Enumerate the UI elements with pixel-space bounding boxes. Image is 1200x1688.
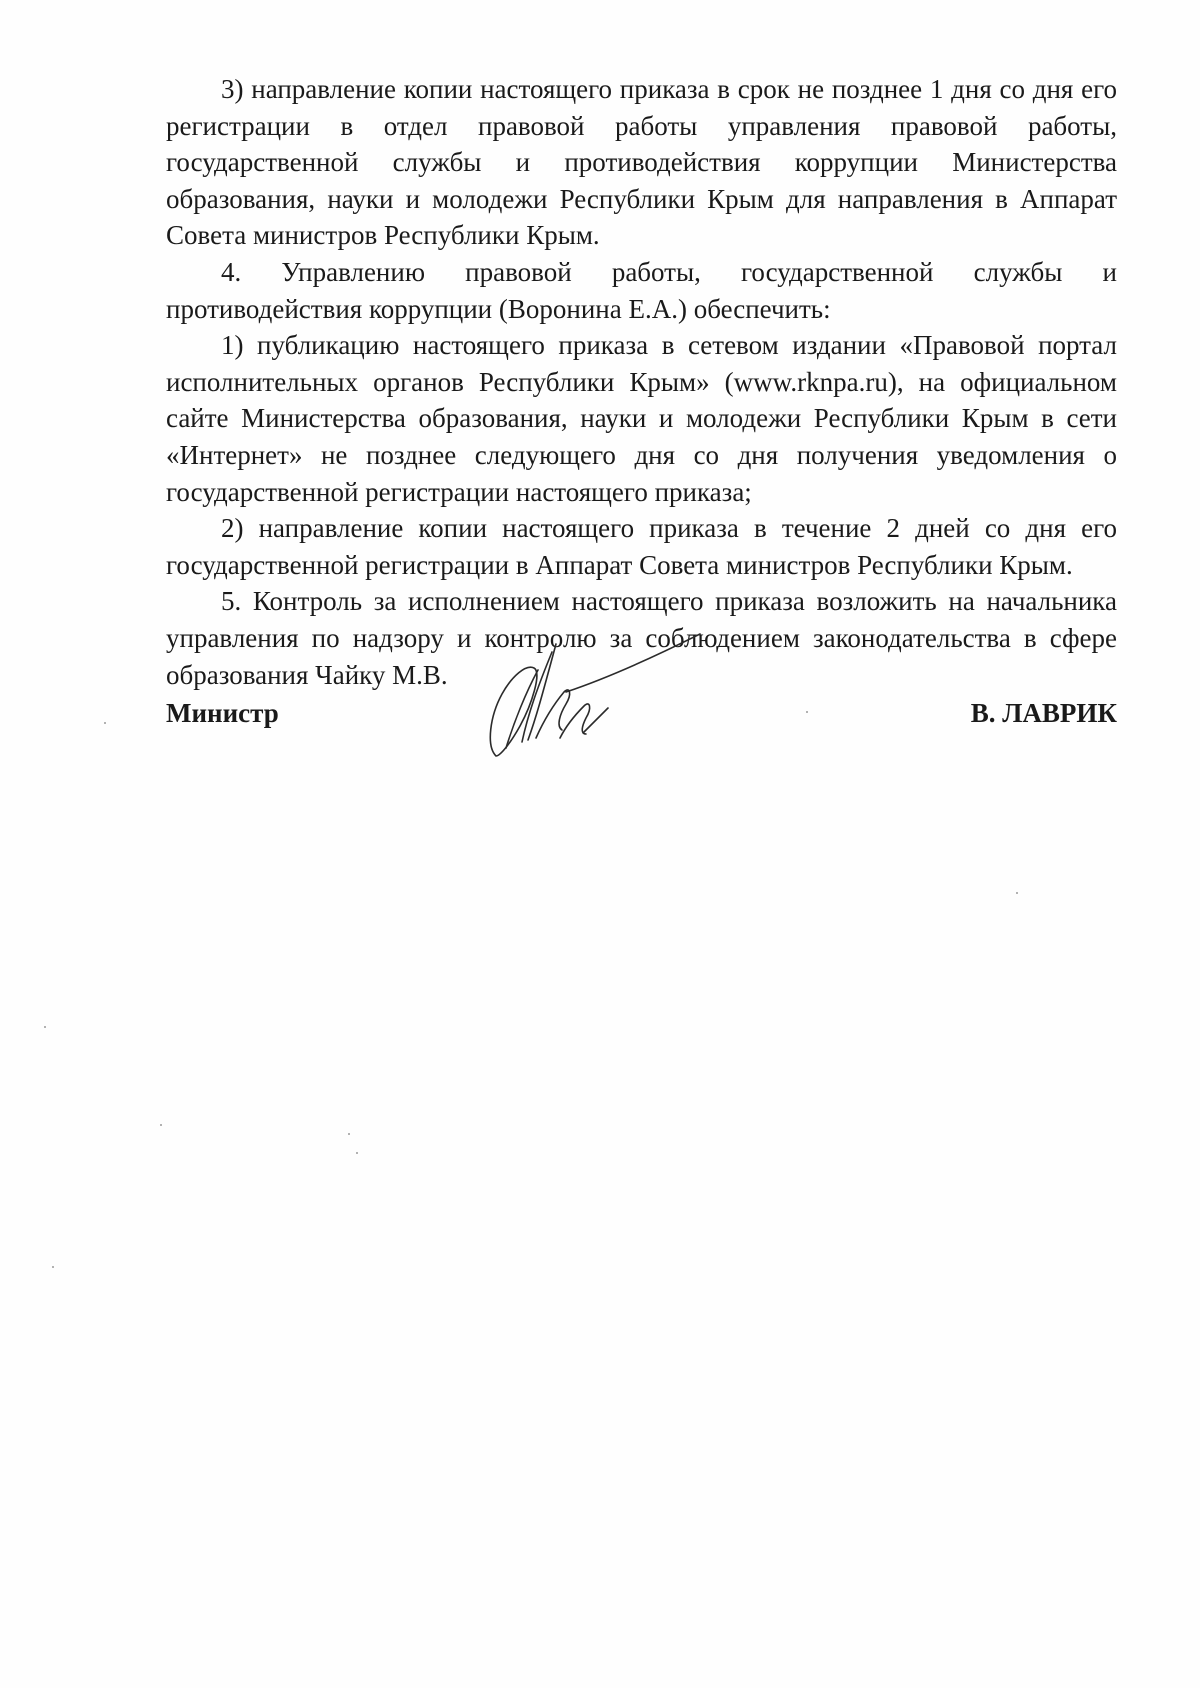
- document-body: [166, 71, 1117, 693]
- scan-speck: [52, 1266, 54, 1268]
- signature-block: [166, 630, 1117, 770]
- handwritten-signature-icon: [482, 630, 702, 770]
- scan-speck: [44, 1026, 46, 1028]
- paragraph-5-control: 5. Контроль за исполнением настоящего приказа возложить на начальника управления по надзору и контролю за соблюдением законодательства в сфере образования Чайку М.В.: [166, 586, 1117, 690]
- scan-speck: [356, 1152, 358, 1154]
- signatory-title: Министр: [166, 698, 279, 728]
- scan-speck: [104, 722, 106, 724]
- paragraph-4-2-copy-council: 2) направление копии настоящего приказа в течение 2 дней со дня его государственной регистрации в Аппарат Совета министров Республики Крым.: [166, 513, 1117, 580]
- scan-speck: [160, 1124, 162, 1126]
- paragraph-3-copy-registration: 3) направление копии настоящего приказа в срок не позднее 1 дня со дня его регистрации в отдел правовой работы управления правовой работы, государственной службы и противодействия коррупции Министерства образования, науки и молодежи Республики Крым для направления в Аппарат Совета министров Республики Крым.: [166, 74, 1117, 251]
- scan-speck: [806, 711, 808, 713]
- paragraph-4-legal-department: 4. Управлению правовой работы, государственной службы и противодействия коррупции (Воронина Е.А.) обеспечить:: [166, 256, 1117, 324]
- paragraph-4-1-publication: 1) публикацию настоящего приказа в сетевом издании «Правовой портал исполнительных органов Республики Крым» (www.rknpa.ru), на официальном сайте Министерства образования, науки и молодежи Республики Крым в сети «Интернет» не позднее следующего дня со дня получения уведомления о государственной регистрации настоящего приказа;: [166, 330, 1117, 507]
- signatory-name: В. ЛАВРИК: [970, 698, 1117, 728]
- scan-speck: [348, 1133, 350, 1135]
- scan-speck: [1016, 892, 1018, 894]
